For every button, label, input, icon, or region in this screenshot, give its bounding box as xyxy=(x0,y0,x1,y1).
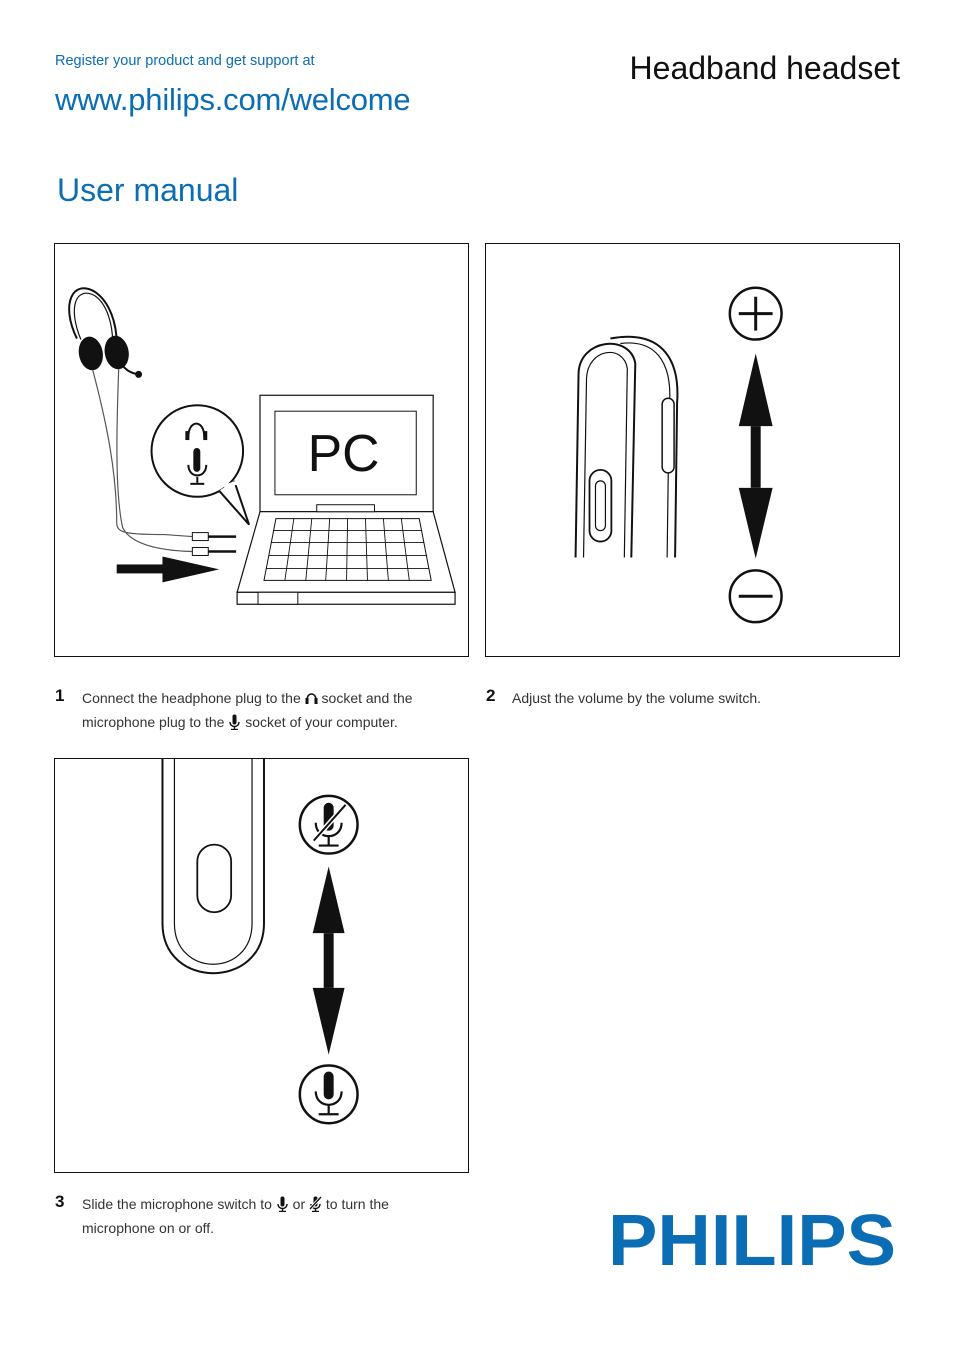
step-3-text xyxy=(82,1192,452,1240)
step-2-number: 2 xyxy=(486,686,496,705)
illustration-volume xyxy=(485,243,900,657)
pc-screen-label: PC xyxy=(307,423,380,482)
step-1-text xyxy=(82,686,452,734)
microphone-icon xyxy=(276,1196,289,1212)
product-name: Headband headset xyxy=(629,50,900,86)
step-1-text-part: socket and the microphone plug to the xyxy=(82,690,413,730)
step-3-text-part: or xyxy=(292,1196,306,1212)
illustration-connect-pc xyxy=(54,243,469,657)
step-1-text-part: Connect the headphone plug to the xyxy=(82,690,301,706)
register-text: Register your product and get support at xyxy=(55,53,315,69)
microphone-icon xyxy=(228,714,241,730)
step-1-number: 1 xyxy=(55,686,65,705)
illustration-mic-switch xyxy=(54,758,469,1173)
step-2-text: Adjust the volume by the volume switch. xyxy=(512,690,762,706)
step-3-number: 3 xyxy=(55,1192,65,1211)
document-title: User manual xyxy=(57,172,239,208)
philips-logo-text: PHILIPS xyxy=(608,1205,896,1271)
step-1-text-part: socket of your computer. xyxy=(245,714,398,730)
step-3-text-part: Slide the microphone switch to xyxy=(82,1196,272,1212)
microphone-muted-icon xyxy=(309,1196,322,1212)
philips-logo xyxy=(608,1205,898,1276)
step-3-text-part: to turn the microphone on or off. xyxy=(82,1196,389,1236)
headphone-icon xyxy=(305,690,318,706)
support-url-link[interactable]: www.philips.com/welcome xyxy=(55,82,411,117)
